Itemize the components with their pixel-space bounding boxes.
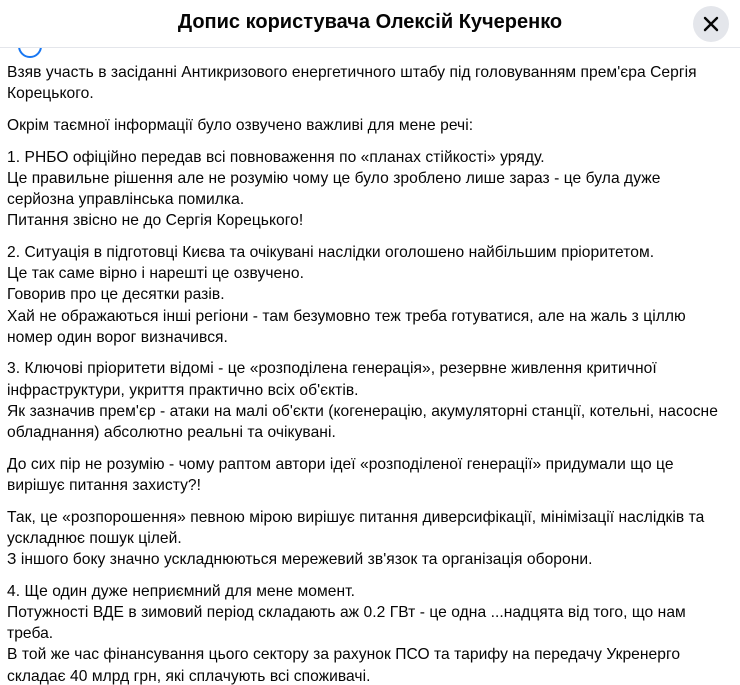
post-paragraph: 4. Ще один дуже неприємний для мене момент. Потужності ВДЕ в зимовий період складають аж 0.2 ГВт - це одна ...надцята від того, що нам треба. В той же час фінансування цього сектору за рахунок ПСО та тарифу на передачу Укренерго складає 40 млрд грн, які сплачують всі споживачі. — [7, 582, 686, 685]
post-paragraph: Взяв участь в засіданні Антикризового енергетичного штабу під головуванням прем'єра Сергія Корецького. — [7, 64, 697, 103]
post-paragraph: 2. Ситуація в підготовці Києва та очікувані наслідки оголошено найбільшим пріоритетом. Це так саме вірно і нарешті це озвучено. Говорив про це десятки разів. Хай не ображаються інші регіони - там безумовно теж треба готуватися, але на жаль з ціллю номер один ворог визначився. — [7, 243, 686, 346]
post-paragraph: 1. РНБО офіційно передав всі повноваження по «планах стійкості» уряду. Це правильне рішення але не розумію чому це було зроблено лише зараз - це була дуже серйозна управлінська помилка. Питання звісно не до Сергія Корецького! — [7, 148, 661, 230]
post-paragraph: Так, це «розпорошення» певною мірою вирішує питання диверсифікації, мінімізації наслідків та ускладнює пошук цілей. З іншого боку значно ускладнюються мережевий зв'язок та організація оборони. — [7, 508, 705, 569]
close-icon — [701, 14, 721, 34]
post-paragraph: Окрім таємної інформації було озвучено важливі для мене речі: — [7, 116, 474, 134]
post-scroll-area[interactable] — [0, 48, 740, 685]
avatar[interactable] — [18, 48, 42, 58]
dialog-header — [0, 0, 740, 48]
post-paragraph: 3. Ключові пріоритети відомі - це «розподілена генерація», резервне живлення критичної інфраструктури, укриття практично всіх об'єктів. Як зазначив прем'єр - атаки на малі об'єкти (когенерацію, акумуляторні станції, котельні, насосне обладнання) абсолютно реальні та очікувані. — [7, 360, 718, 442]
post-paragraph: До сих пір не розумію - чому раптом автори ідеї «розподіленої генерації» придумали що це вирішує питання захисту?! — [7, 455, 674, 494]
post-text — [7, 62, 727, 685]
close-button[interactable] — [693, 6, 729, 42]
dialog-title: Допис користувача Олексій Кучеренко — [177, 11, 563, 33]
